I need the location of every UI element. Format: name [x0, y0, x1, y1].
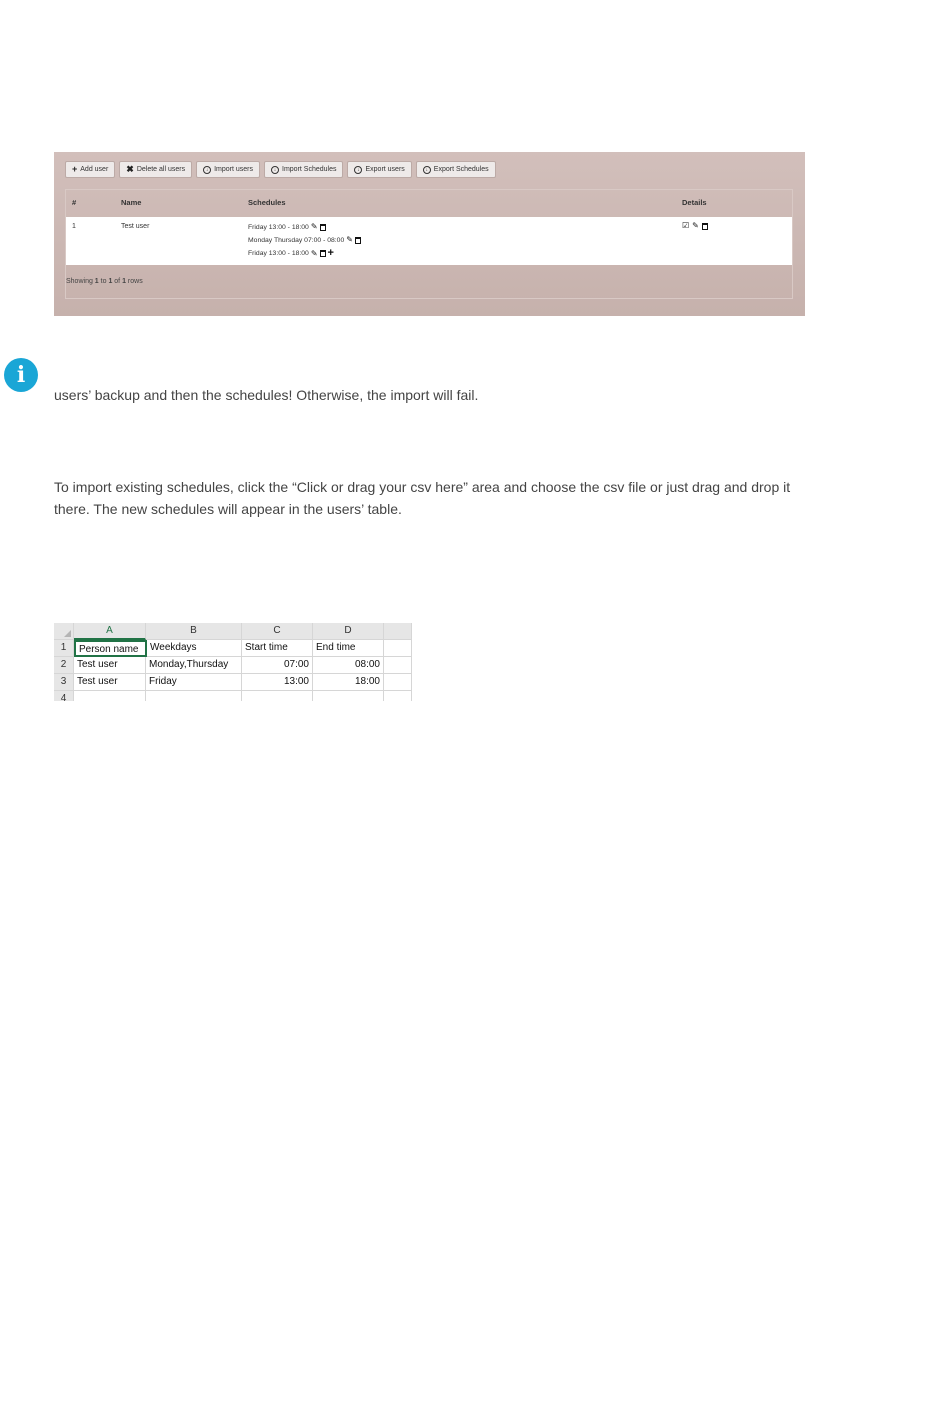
cell	[384, 657, 412, 674]
cell: 07:00	[242, 657, 313, 674]
download-icon: ↓	[271, 166, 279, 174]
cell	[313, 691, 384, 701]
plus-icon: +	[72, 164, 78, 174]
table-header	[66, 190, 792, 216]
cell	[384, 674, 412, 691]
row-details-actions	[682, 222, 708, 230]
cell	[384, 691, 412, 701]
schedule-entry: Monday Thursday 07:00 - 08:00 ✎	[248, 236, 361, 244]
cell: Test user	[74, 657, 146, 674]
column-header-empty	[384, 623, 412, 640]
selected-cell: Person name	[74, 640, 147, 657]
users-table	[65, 189, 793, 299]
add-user-button[interactable]: + Add user	[65, 161, 115, 178]
add-schedule-icon[interactable]: +	[327, 247, 334, 259]
schedule-entry: Friday 13:00 - 18:00 ✎ +	[248, 247, 334, 259]
cell: 08:00	[313, 657, 384, 674]
info-note: users’ backup and then the schedules! Otherwise, the import will fail.	[54, 387, 479, 403]
edit-icon[interactable]: ✎	[310, 222, 318, 231]
info-icon: i	[4, 358, 38, 392]
row-name: Test user	[121, 223, 150, 230]
cell: Test user	[74, 674, 146, 691]
column-header: D	[313, 623, 384, 640]
export-users-button[interactable]: ↓ Export users	[347, 161, 411, 178]
cell: Monday,Thursday	[146, 657, 242, 674]
row-index: 1	[72, 223, 76, 230]
close-icon: ✖	[126, 164, 134, 174]
edit-icon[interactable]: ✎	[346, 235, 353, 244]
cell: 18:00	[313, 674, 384, 691]
cell	[384, 640, 412, 657]
cell	[242, 691, 313, 701]
sheet-corner	[54, 623, 74, 640]
row-header: 4	[54, 691, 74, 701]
column-header-name[interactable]: Name	[121, 198, 142, 207]
import-instructions: To import existing schedules, click the “Click or drag your csv here” area and choose the csv file or just drag and drop it there. The new schedules will appear in the users’ table.	[54, 479, 791, 517]
column-header: B	[146, 623, 242, 640]
column-header-details[interactable]: Details	[682, 198, 707, 207]
cell	[74, 691, 146, 701]
column-header-schedules[interactable]: Schedules	[248, 198, 286, 207]
download-icon: ↓	[423, 166, 431, 174]
cell: Friday	[146, 674, 242, 691]
row-header: 3	[54, 674, 74, 691]
cell: 13:00	[242, 674, 313, 691]
app-screenshot	[54, 152, 805, 316]
delete-all-users-button[interactable]: ✖ Delete all users	[119, 161, 192, 178]
table-row	[66, 217, 792, 265]
row-header: 2	[54, 657, 74, 674]
cell: End time	[313, 640, 384, 657]
spreadsheet-example	[54, 623, 412, 701]
cell	[146, 691, 242, 701]
edit-icon[interactable]: ✎	[310, 248, 318, 258]
cell: Weekdays	[147, 640, 242, 657]
edit-icon[interactable]: ✎	[692, 221, 699, 230]
export-schedules-button[interactable]: ↓ Export Schedules	[416, 161, 496, 178]
check-edit-icon[interactable]: ☑	[682, 221, 690, 230]
column-header: C	[242, 623, 313, 640]
pagination-info: Showing 1 to 1 of 1 rows	[66, 278, 143, 285]
import-users-button[interactable]: ↓ Import users	[196, 161, 260, 178]
import-schedules-button[interactable]: ↓ Import Schedules	[264, 161, 343, 178]
trash-icon[interactable]	[320, 224, 326, 231]
trash-icon[interactable]	[355, 237, 361, 244]
download-icon: ↓	[203, 166, 211, 174]
toolbar	[65, 161, 496, 178]
download-icon: ↓	[354, 166, 362, 174]
trash-icon[interactable]	[702, 223, 708, 230]
column-header-index[interactable]: #	[72, 198, 77, 207]
cell: Start time	[242, 640, 313, 657]
row-header: 1	[54, 640, 74, 657]
trash-icon[interactable]	[320, 250, 326, 257]
column-header: A	[74, 623, 146, 640]
schedule-entry: Friday 13:00 - 18:00 ✎	[248, 223, 326, 231]
